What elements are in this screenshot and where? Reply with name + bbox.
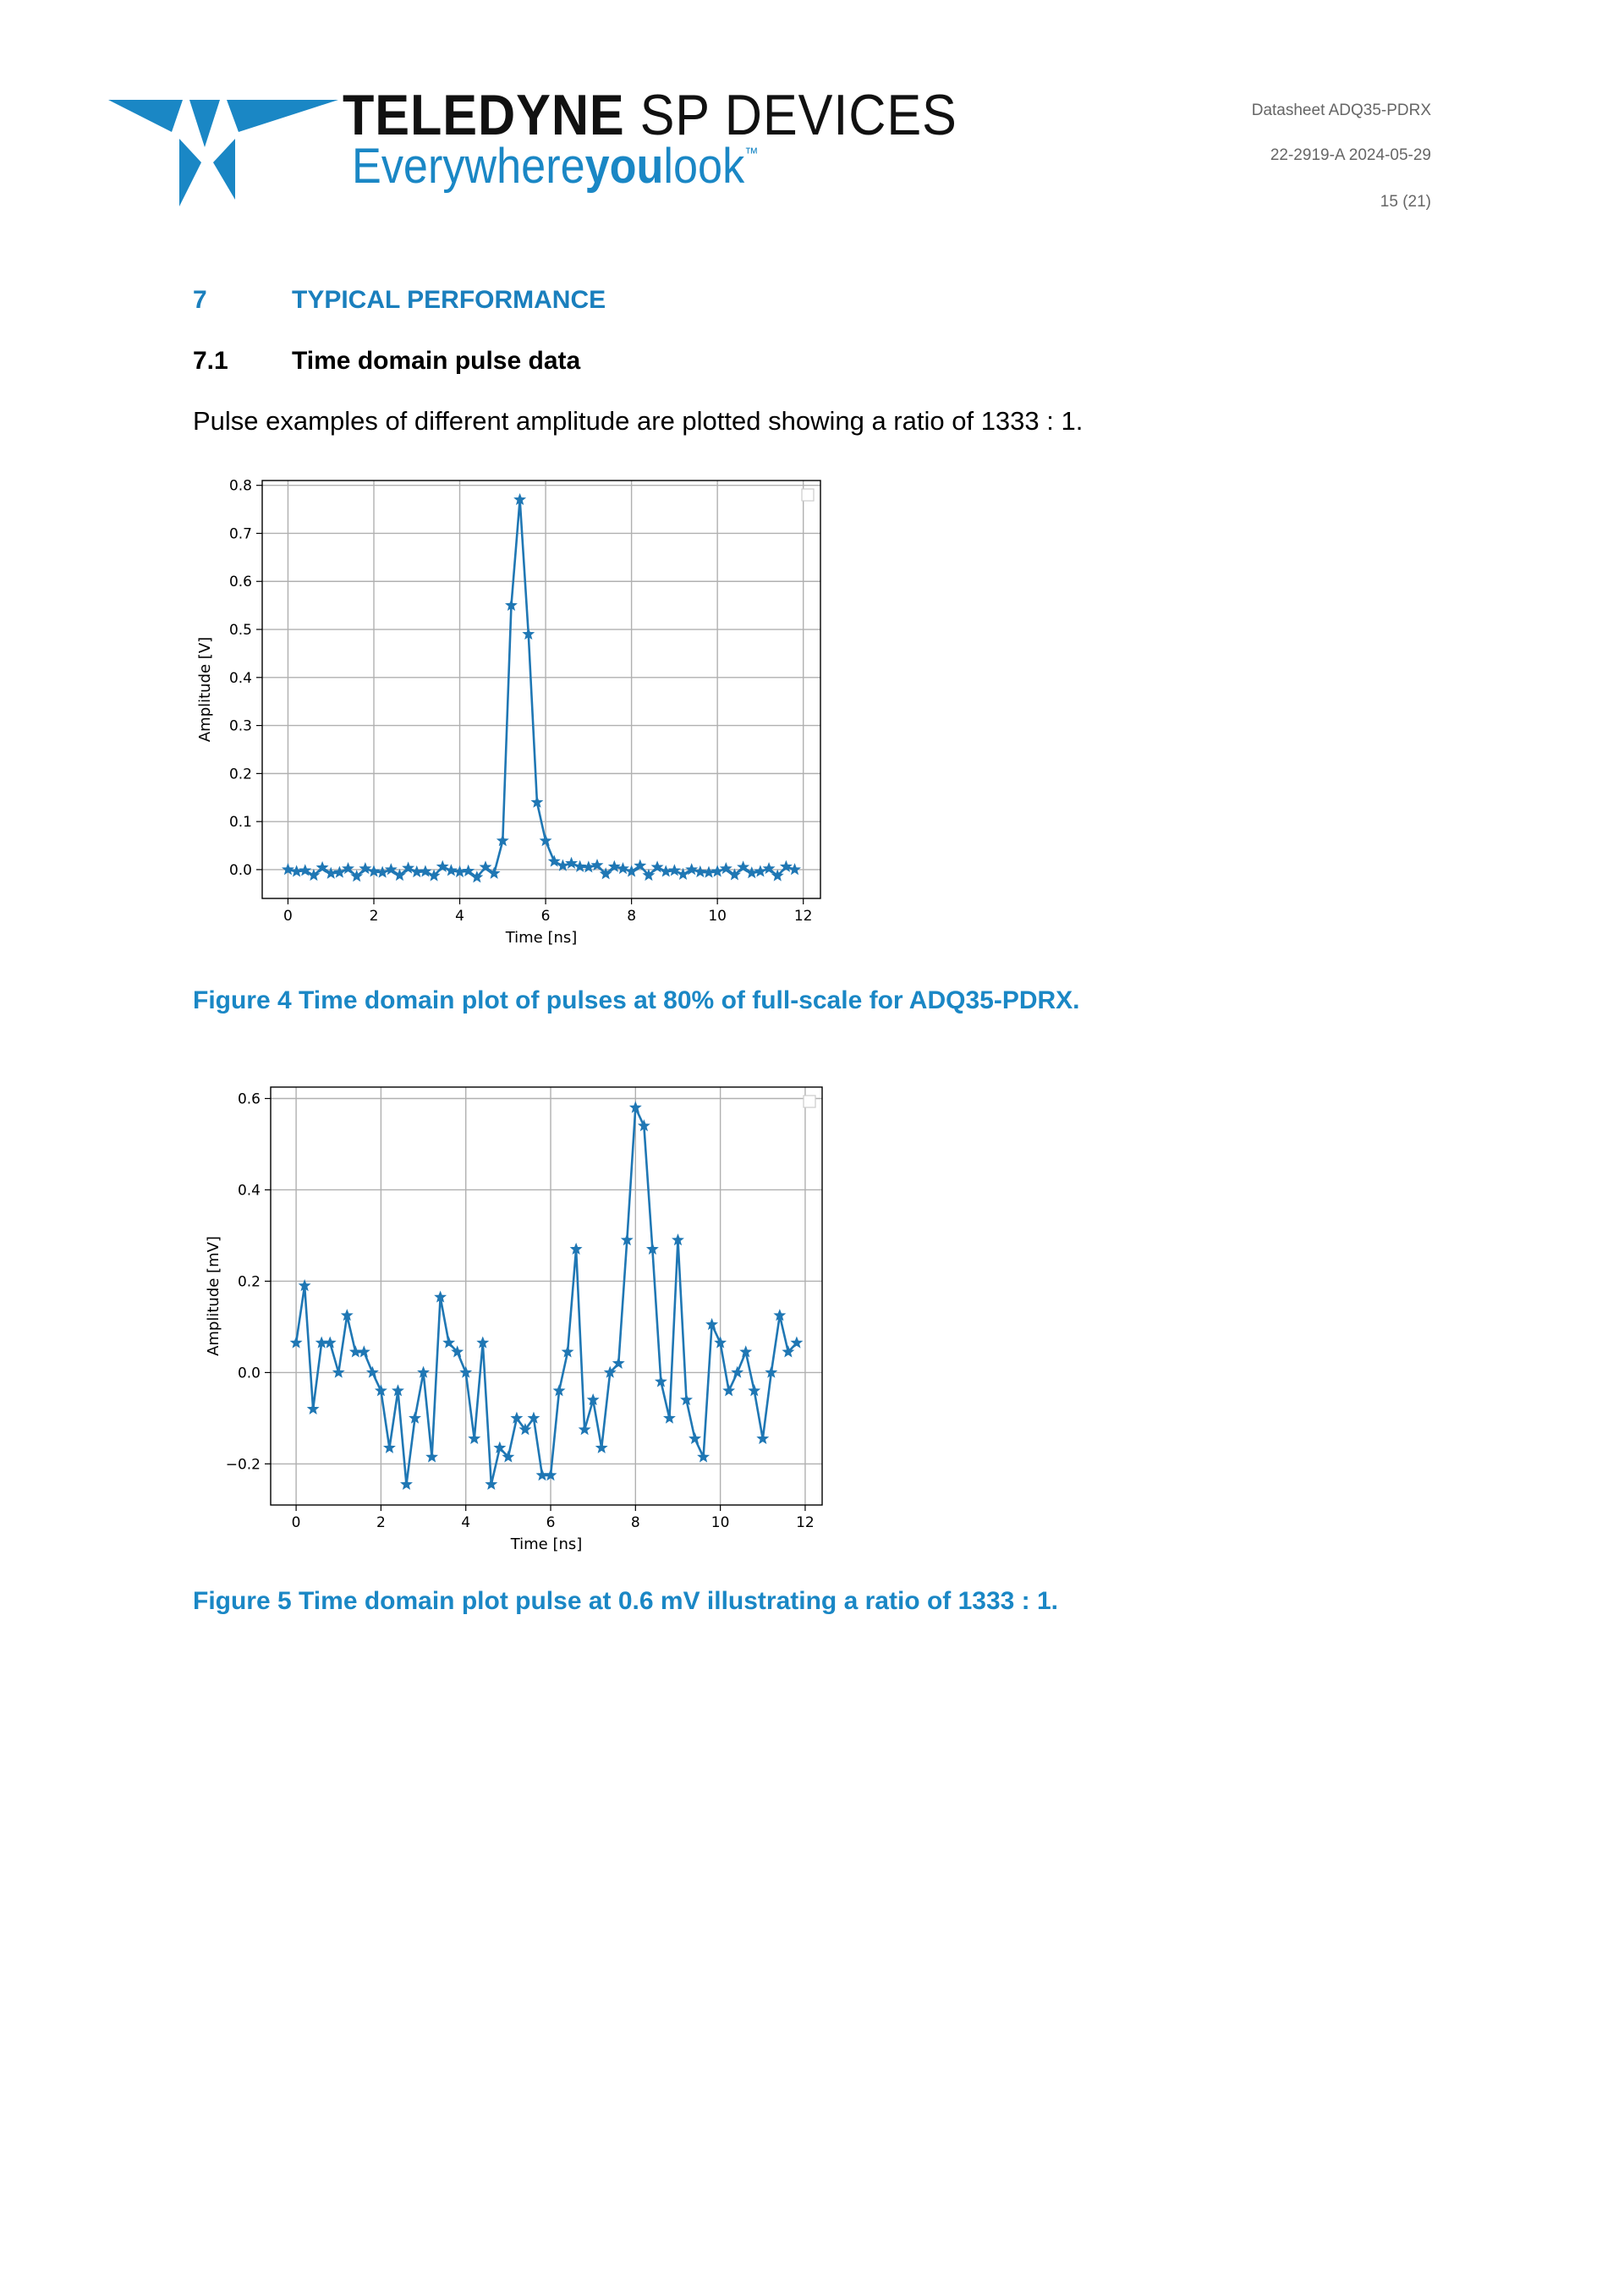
y-tick-label: 0.2 xyxy=(228,766,252,783)
data-point xyxy=(291,865,302,876)
figure-5-chart xyxy=(190,1080,837,1563)
x-tick-label: 2 xyxy=(369,908,379,925)
data-point xyxy=(566,858,577,869)
figure-4-caption: Figure 4 Time domain plot of pulses at 80% of full-scale for ADQ35-PDRX. xyxy=(193,986,1080,1014)
y-tick-label: −0.2 xyxy=(225,1456,261,1474)
y-tick-label: 0.6 xyxy=(237,1090,261,1108)
brand-suffix: SP DEVICES xyxy=(639,83,957,147)
grid xyxy=(271,1087,822,1505)
data-point xyxy=(486,1479,497,1490)
data-point xyxy=(359,1346,370,1357)
x-tick-label: 4 xyxy=(461,1514,471,1531)
data-point xyxy=(426,1451,437,1462)
data-point xyxy=(698,1451,709,1462)
data-point xyxy=(617,863,628,874)
x-tick-label: 10 xyxy=(708,908,727,925)
x-tick-label: 0 xyxy=(291,1514,301,1531)
x-tick-label: 6 xyxy=(546,1514,556,1531)
intro-paragraph: Pulse examples of different amplitude are plotted showing a ratio of 1333 : 1. xyxy=(193,406,1084,436)
legend-box xyxy=(804,1096,815,1107)
teledyne-logo-icon xyxy=(108,95,338,206)
series-markers xyxy=(290,1101,802,1489)
y-tick-label: 0.4 xyxy=(228,669,252,687)
x-tick-label: 2 xyxy=(376,1514,386,1531)
y-tick-label: 0.0 xyxy=(237,1365,261,1382)
x-tick-label: 4 xyxy=(455,908,464,925)
tagline-part-c: look xyxy=(663,139,745,194)
data-point xyxy=(401,1479,412,1490)
x-tick-label: 10 xyxy=(710,1514,730,1531)
brand-tagline xyxy=(352,139,759,194)
plot-frame xyxy=(262,481,820,898)
x-tick-label: 0 xyxy=(283,908,293,925)
plot-frame xyxy=(271,1087,822,1505)
y-tick-label: 0.8 xyxy=(228,477,252,495)
legend-box xyxy=(802,489,814,501)
data-point xyxy=(579,1424,590,1435)
data-point xyxy=(308,1403,319,1414)
y-tick-label: 0.7 xyxy=(228,525,252,543)
tagline-part-a: Everywhere xyxy=(352,139,585,194)
section-number: 7 xyxy=(193,286,207,314)
x-tick-label: 8 xyxy=(627,908,637,925)
doc-name: Datasheet ADQ35-PDRX xyxy=(1251,102,1431,119)
y-tick-label: 0.1 xyxy=(228,814,252,832)
subsection-number: 7.1 xyxy=(193,347,228,375)
grid xyxy=(262,481,820,898)
data-point xyxy=(583,861,594,872)
y-tick-label: 0.2 xyxy=(237,1273,261,1291)
y-axis-label: Amplitude [V] xyxy=(196,636,214,743)
data-point xyxy=(367,1366,378,1377)
x-axis-label: Time [ns] xyxy=(505,929,578,947)
data-point xyxy=(757,1433,768,1444)
data-point xyxy=(469,1433,480,1444)
x-tick-label: 6 xyxy=(540,908,551,925)
x-tick-label: 8 xyxy=(630,1514,640,1531)
data-point xyxy=(723,1385,734,1396)
x-axis xyxy=(283,898,812,925)
y-axis xyxy=(229,478,262,879)
data-point xyxy=(596,1442,607,1453)
y-tick-label: 0.3 xyxy=(228,717,252,735)
figure-4-chart xyxy=(195,474,837,956)
page-number: 15 (21) xyxy=(1380,193,1431,211)
tagline-part-b: you xyxy=(584,139,664,194)
data-point xyxy=(411,866,422,877)
y-tick-label: 0.0 xyxy=(228,861,252,879)
data-point xyxy=(333,1366,344,1377)
data-point xyxy=(661,865,672,876)
y-tick-label: 0.4 xyxy=(237,1182,261,1200)
doc-revision: 22-2919-A 2024-05-29 xyxy=(1270,146,1431,164)
data-point xyxy=(334,866,345,877)
x-axis-label: Time [ns] xyxy=(510,1535,583,1553)
tagline-trademark: ™ xyxy=(744,145,759,162)
x-tick-label: 12 xyxy=(796,1514,815,1531)
y-tick-label: 0.5 xyxy=(228,622,252,640)
subsection-title: Time domain pulse data xyxy=(292,347,581,375)
data-point xyxy=(664,1412,675,1423)
x-axis xyxy=(292,1505,815,1531)
data-point xyxy=(669,865,680,876)
data-point xyxy=(689,1433,700,1444)
figure-5-caption: Figure 5 Time domain plot pulse at 0.6 mV illustrating a ratio of 1333 : 1. xyxy=(193,1587,1059,1615)
data-point xyxy=(384,1442,395,1453)
series-line xyxy=(296,1107,797,1484)
x-tick-label: 12 xyxy=(793,908,813,925)
y-tick-label: 0.6 xyxy=(228,574,252,591)
data-point xyxy=(746,867,757,878)
data-point xyxy=(536,1469,547,1480)
brand-name xyxy=(343,83,957,147)
brand-word: TELEDYNE xyxy=(343,83,625,147)
series-line xyxy=(288,500,794,877)
section-title: TYPICAL PERFORMANCE xyxy=(292,286,606,314)
y-axis-label: Amplitude [mV] xyxy=(205,1236,222,1356)
data-point xyxy=(703,866,714,877)
y-axis xyxy=(226,1090,271,1473)
data-point xyxy=(732,1366,743,1377)
data-point xyxy=(350,1346,361,1357)
